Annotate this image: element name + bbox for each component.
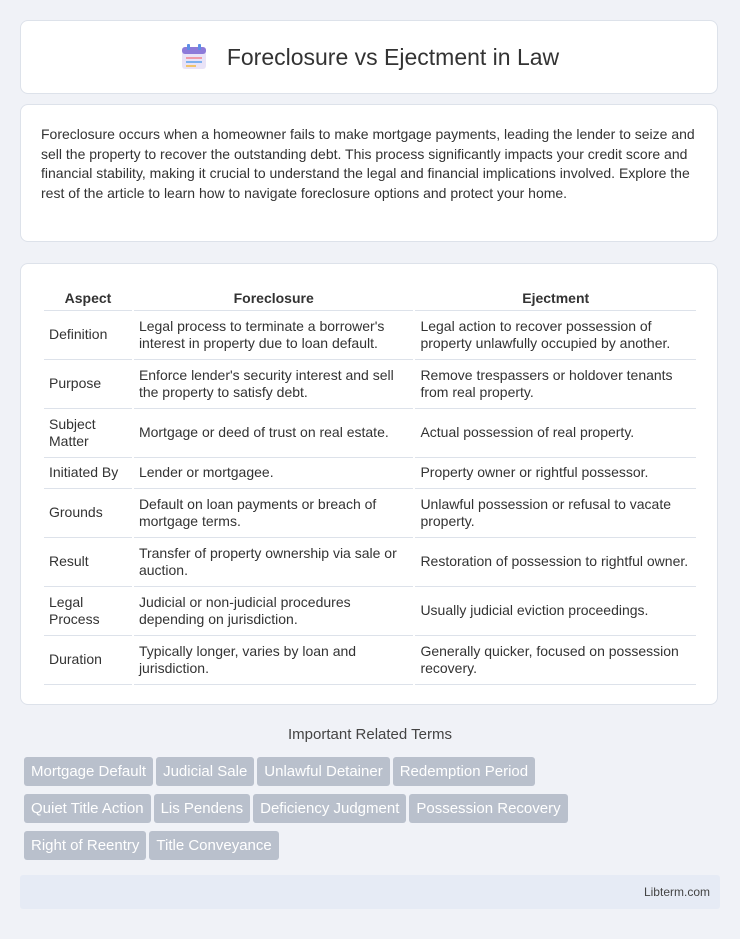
header-aspect: Aspect <box>44 286 132 311</box>
tag-possession-recovery[interactable]: Possession Recovery <box>409 794 567 823</box>
header-ejectment: Ejectment <box>415 286 696 311</box>
intro-card <box>20 104 718 242</box>
intro-text: Foreclosure occurs when a homeowner fails to make mortgage payments, leading the lender to seize and sell the property to recover the outstanding debt. This process significantly impacts your credit score and financial stability, making it crucial to understand the legal and financial implications involved. Explore the rest of the article to learn how to navigate foreclosure options and protect your home. <box>41 126 695 201</box>
tag-deficiency-judgment[interactable]: Deficiency Judgment <box>253 794 406 823</box>
footer <box>20 875 720 909</box>
tag-quiet-title-action[interactable]: Quiet Title Action <box>24 794 151 823</box>
page-title: Foreclosure vs Ejectment in Law <box>226 43 560 70</box>
table-row: Result Transfer of property ownership via sale or auction. Restoration of possession to rightful owner. <box>44 538 696 587</box>
tag-unlawful-detainer[interactable]: Unlawful Detainer <box>257 757 389 786</box>
comparison-card <box>20 263 718 705</box>
header-foreclosure: Foreclosure <box>134 286 414 311</box>
title-card <box>20 20 718 94</box>
tag-title-conveyance[interactable]: Title Conveyance <box>149 831 278 860</box>
table-row: Purpose Enforce lender's security interest and sell the property to satisfy debt. Remove trespassers or holdover tenants from real property. <box>44 360 696 409</box>
table-row: Grounds Default on loan payments or breach of mortgage terms. Unlawful possession or refusal to vacate property. <box>44 489 696 538</box>
related-terms-title: Important Related Terms <box>288 726 452 743</box>
tag-mortgage-default[interactable]: Mortgage Default <box>24 757 153 786</box>
footer-site-link[interactable]: Libterm.com <box>643 885 710 899</box>
tag-judicial-sale[interactable]: Judicial Sale <box>156 757 254 786</box>
calendar-icon <box>179 42 209 72</box>
table-row: Initiated By Lender or mortgagee. Property owner or rightful possessor. <box>44 458 696 489</box>
table-row: Legal Process Judicial or non-judicial procedures depending on jurisdiction. Usually judicial eviction proceedings. <box>44 587 696 636</box>
table-row: Definition Legal process to terminate a borrower's interest in property due to loan default. Legal action to recover possession of property unlawfully occupied by another. <box>44 311 696 360</box>
comparison-table <box>42 286 698 685</box>
tag-lis-pendens[interactable]: Lis Pendens <box>154 794 251 823</box>
table-row: Subject Matter Mortgage or deed of trust on real estate. Actual possession of real property. <box>44 409 696 458</box>
tag-right-of-reentry[interactable]: Right of Reentry <box>24 831 146 860</box>
table-row: Duration Typically longer, varies by loan and jurisdiction. Generally quicker, focused on possession recovery. <box>44 636 696 685</box>
related-terms-list <box>24 757 724 868</box>
tag-redemption-period[interactable]: Redemption Period <box>393 757 535 786</box>
